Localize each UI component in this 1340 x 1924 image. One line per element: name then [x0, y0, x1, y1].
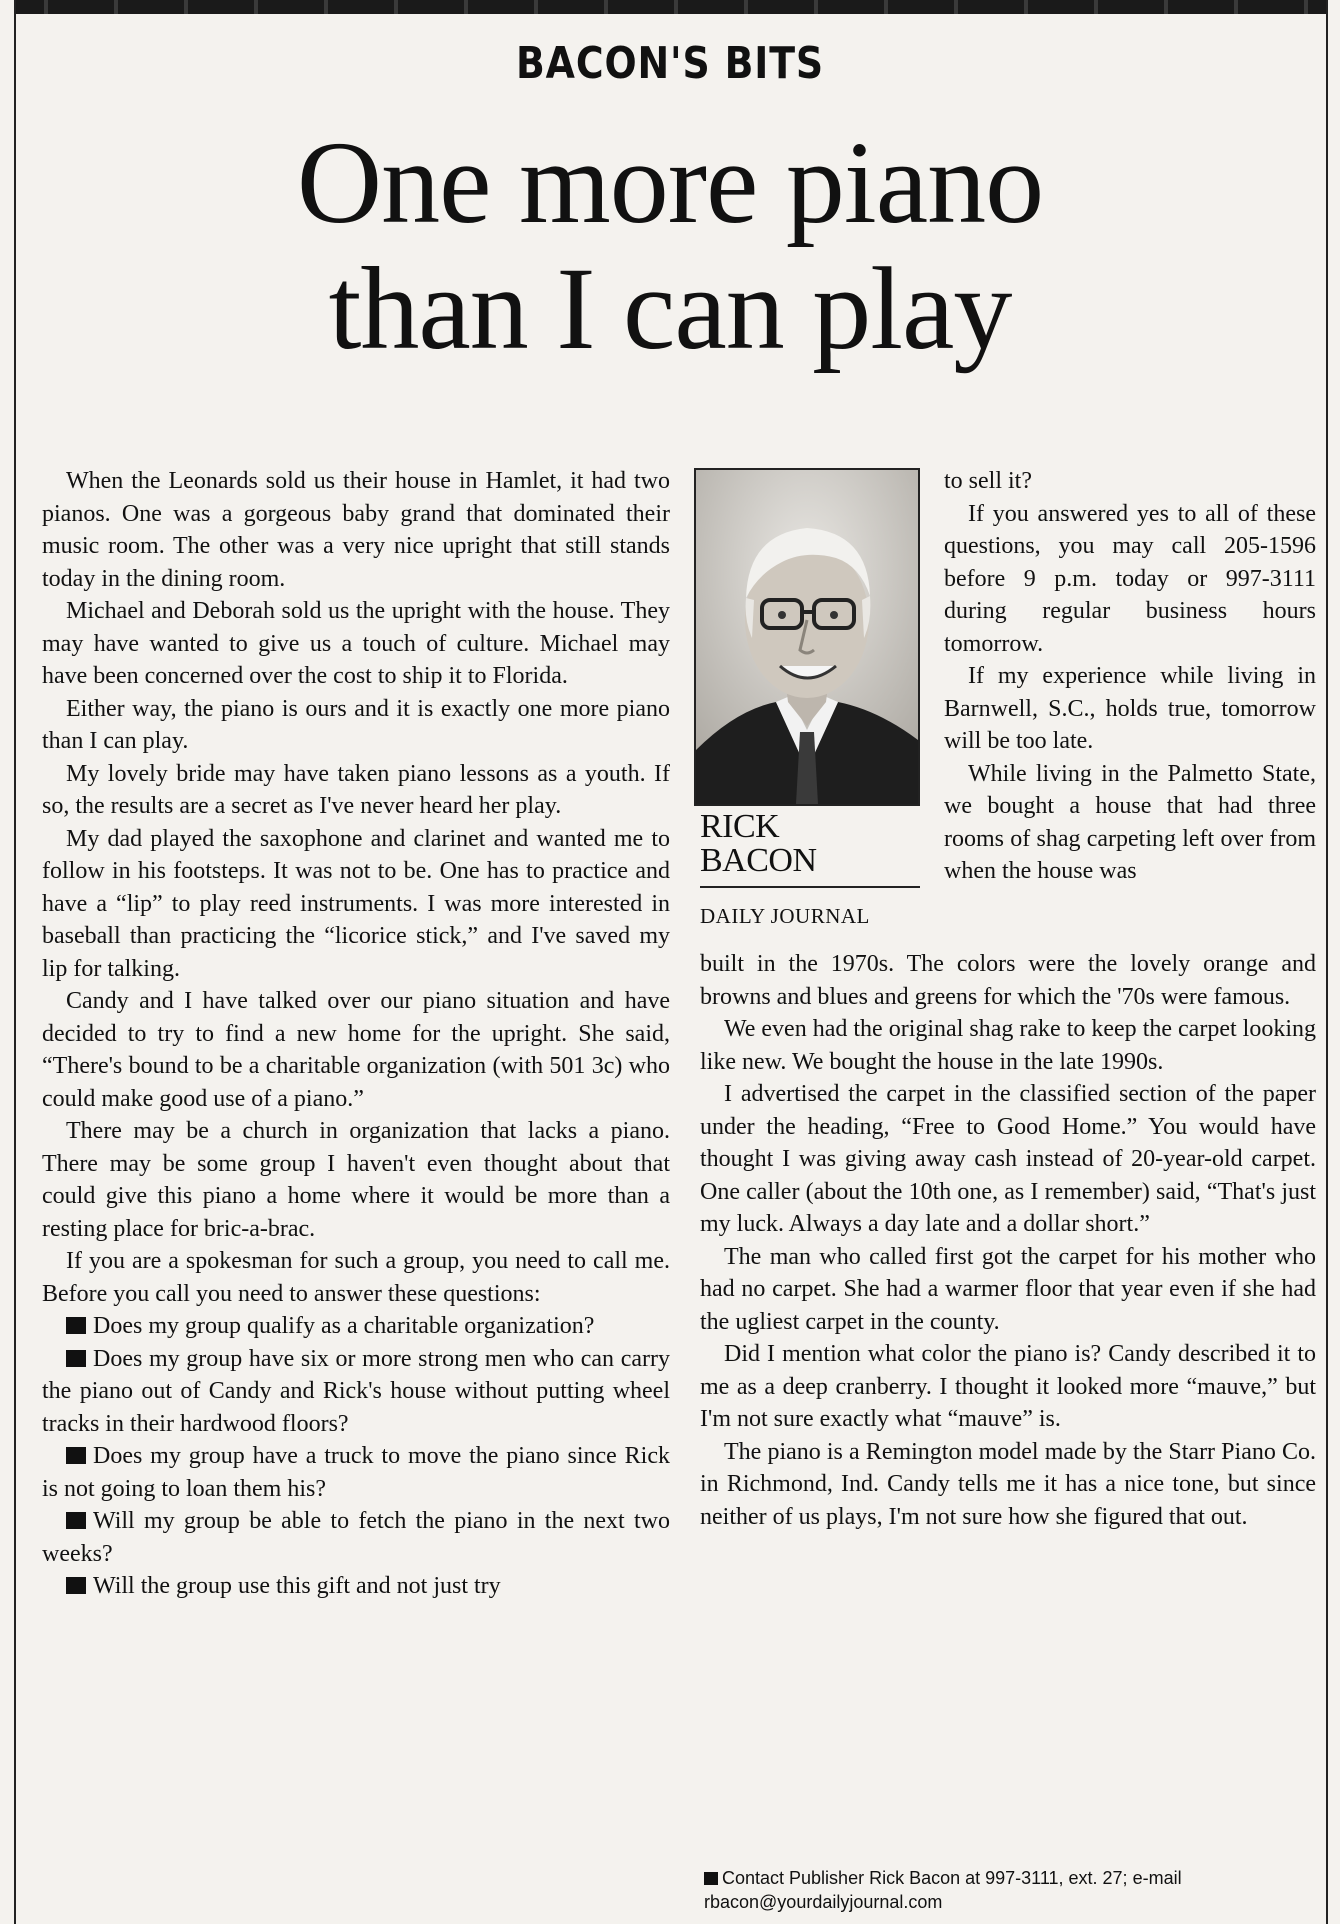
headline-line-2: than I can play — [328, 243, 1012, 374]
question-text: Does my group have six or more strong men who can carry the piano out of Candy and Rick's house without putting wheel tracks in their hardwood floors? — [42, 1345, 670, 1437]
article-column-2 — [944, 465, 1316, 888]
square-bullet-icon — [66, 1577, 86, 1594]
author-portrait-illustration — [696, 470, 918, 804]
paragraph: We even had the original shag rake to keep the carpet looking like new. We bought the house in the late 1990s. — [700, 1016, 1316, 1075]
question-item — [42, 1505, 670, 1570]
author-last-name: BACON — [700, 842, 817, 879]
headline — [0, 117, 1340, 374]
question-item — [42, 1310, 670, 1343]
question-text: Will my group be able to fetch the piano in the next two weeks? — [42, 1508, 670, 1567]
column-kicker: BACON'S BITS — [515, 38, 825, 89]
contact-note — [704, 1866, 1316, 1914]
square-bullet-icon — [66, 1447, 86, 1464]
paragraph: Michael and Deborah sold us the upright with the house. They may have wanted to give us a touch of culture. Michael may have been concerned over the cost to ship it to Florida. — [42, 598, 670, 689]
author-first-name: RICK — [700, 808, 780, 845]
paragraph: My dad played the saxophone and clarinet and wanted me to follow in his footsteps. It was not to be. One has to practice and have a “lip” to play reed instruments. I was more interested in baseball than practicing the “licorice stick,” and I've saved my lip for talking. — [42, 825, 670, 982]
publication-name: DAILY JOURNAL — [700, 904, 870, 928]
question-item — [42, 1570, 670, 1603]
paragraph: If my experience while living in Barnwell, S.C., holds true, tomorrow will be too late. — [944, 663, 1316, 754]
question-item — [42, 1440, 670, 1505]
paragraph: Did I mention what color the piano is? Candy described it to me as a deep cranberry. I thought it looked more “mauve,” but I'm not sure exactly what “mauve” is. — [700, 1341, 1316, 1432]
paragraph: built in the 1970s. The colors were the lovely orange and browns and blues and greens for which the '70s were famous. — [700, 951, 1316, 1010]
article-column-3 — [700, 948, 1316, 1533]
paragraph: My lovely bride may have taken piano lessons as a youth. If so, the results are a secret as I've never heard her play. — [42, 760, 670, 819]
question-item — [42, 1343, 670, 1441]
paragraph: When the Leonards sold us their house in Hamlet, it had two pianos. One was a gorgeous baby grand that dominated their music room. The other was a very nice upright that still stands today in the dining room. — [42, 468, 670, 592]
byline-divider — [700, 886, 920, 888]
square-bullet-icon — [66, 1317, 86, 1334]
question-text: Does my group have a truck to move the piano since Rick is not going to loan them his? — [42, 1443, 670, 1502]
headline-line-1: One more piano — [296, 117, 1044, 248]
contact-text: Contact Publisher Rick Bacon at 997-3111, ext. 27; e-mail rbacon@yourdailyjournal.com — [704, 1868, 1182, 1912]
article-column-1 — [42, 465, 670, 1603]
paragraph: The piano is a Remington model made by the Starr Piano Co. in Richmond, Ind. Candy tells me it has a nice tone, but since neither of us plays, I'm not sure how she figured that out. — [700, 1438, 1316, 1530]
paragraph: The man who called first got the carpet for his mother who had no carpet. She had a warmer floor that year even if she had the ugliest carpet in the county. — [700, 1243, 1316, 1335]
question-text: Will the group use this gift and not just try — [93, 1573, 501, 1599]
paragraph: to sell it? — [944, 468, 1032, 494]
question-text: Does my group qualify as a charitable organization? — [93, 1313, 595, 1339]
paragraph: Either way, the piano is ours and it is exactly one more piano than I can play. — [42, 695, 670, 754]
paragraph: I advertised the carpet in the classified section of the paper under the heading, “Free to Good Home.” You would have thought I was giving away cash instead of 20-year-old carpet. One caller (about the 10th one, as I remember) said, “That's just my luck. Always a day late and a dollar short.” — [700, 1081, 1316, 1237]
paragraph: If you answered yes to all of these questions, you may call 205-1596 before 9 p.m. today or 997-3111 during regular business hours tomorrow. — [944, 500, 1316, 657]
author-byline — [700, 810, 920, 878]
paragraph: There may be a church in organization that lacks a piano. There may be some group I haven't even thought about that could give this piano a home where it would be more than a resting place for bric-a-brac. — [42, 1118, 670, 1242]
author-photo — [694, 468, 920, 806]
square-bullet-icon — [66, 1350, 86, 1367]
top-border-band — [14, 0, 1326, 14]
paragraph: While living in the Palmetto State, we bought a house that had three rooms of shag carpeting left over from when the house was — [944, 760, 1316, 884]
paragraph: Candy and I have talked over our piano situation and have decided to try to find a new home for the upright. She said, “There's bound to be a charitable organization (with 501 3c) who could make good use of a piano.” — [42, 988, 670, 1112]
paragraph: If you are a spokesman for such a group, you need to call me. Before you call you need to answer these questions: — [42, 1248, 670, 1307]
square-bullet-icon — [66, 1512, 86, 1529]
square-bullet-icon — [704, 1872, 718, 1885]
